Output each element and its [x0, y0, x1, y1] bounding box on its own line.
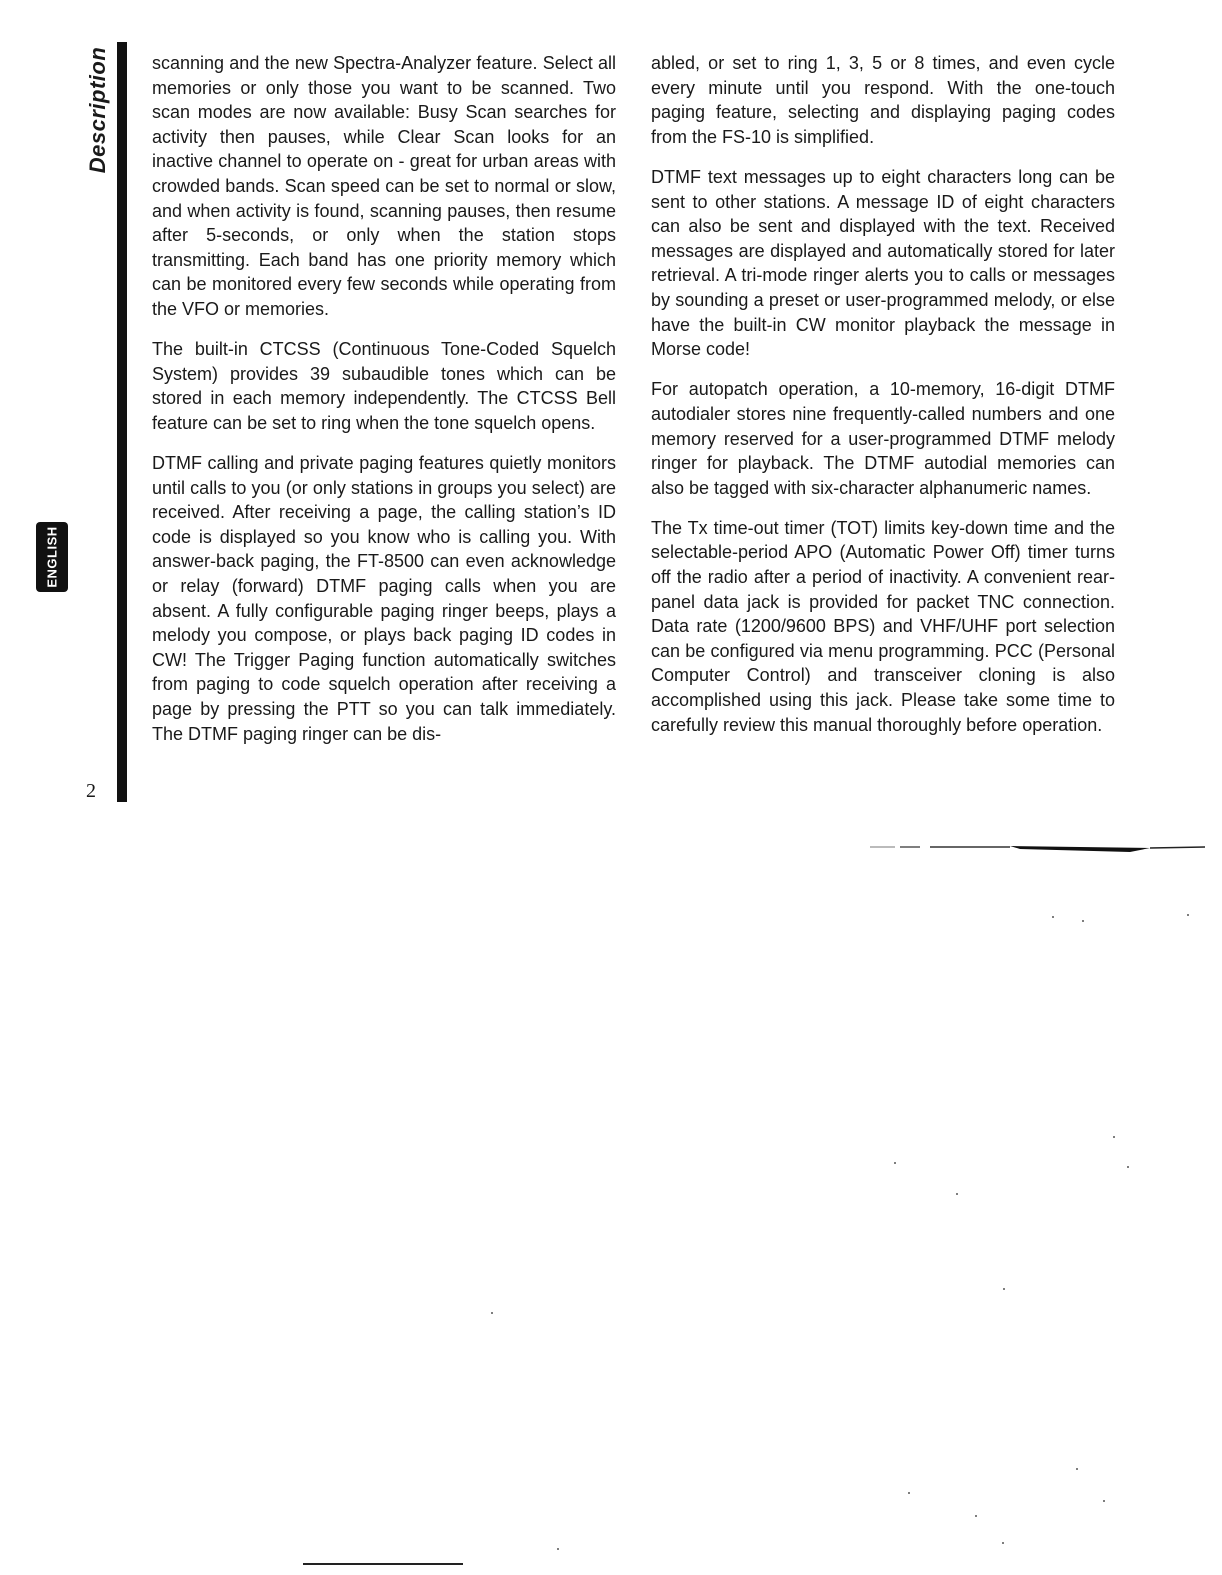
paragraph-paging-ringer: abled, or set to ring 1, 3, 5 or 8 times, and even cycle every minute until you respond. With the one-touch paging feature, selecting and displaying paging codes from the FS-10 is simplified. — [651, 53, 1115, 147]
left-column — [152, 51, 616, 762]
language-badge-text: ENGLISH — [44, 526, 60, 588]
scan-speck — [1103, 1500, 1105, 1502]
scan-speck — [1187, 914, 1189, 916]
scan-artifact-line — [303, 1563, 463, 1565]
section-label-text: Description — [85, 46, 110, 174]
paragraph-timers-data-jack: The Tx time-out timer (TOT) limits key-down time and the selectable-period APO (Automatic Power Off) timer turns off the radio after a period of inactivity. A convenient rear-panel data jack is provided for packet TNC connection. Data rate (1200/9600 BPS) and VHF/UHF port selection can be configured via menu programming. PCC (Personal Computer Control) and transceiver cloning is also accomplished using this jack. Please take some time to carefully review this manual thoroughly before operation. — [651, 517, 1115, 735]
paragraph-dtmf-paging: DTMF calling and private paging features quietly monitors until calls to you (or only stations in groups you select) are received. After receiving a page, the calling station’s ID code is displayed so you know who is calling you. With answer-back paging, the FT-8500 can even acknowledge or relay (forward) DTMF paging calls when you are absent. A fully configurable paging ringer beeps, plays a melody you compose, or plays back paging ID codes in CW! The Trigger Paging function automatically switches from paging to code squelch operation after receiving a page by pressing the PTT so you can talk immediately. The DTMF paging ringer can be dis- — [152, 453, 616, 744]
scan-artifact-stroke — [870, 843, 1205, 855]
paragraph-autopatch: For autopatch operation, a 10-memory, 16-digit DTMF autodialer stores nine frequently-called numbers and one memory reserved for a user-programmed DTMF melody ringer for playback. The DTMF autodial memories can also be tagged with six-character alphanumeric names. — [651, 379, 1115, 498]
paragraph-dtmf-text: DTMF text messages up to eight characters long can be sent to other stations. A message ID of eight characters can also be sent and displayed with the text. Received messages are displayed and automatically stored for later retrieval. A tri-mode ringer alerts you to calls or messages by sounding a preset or user-programmed melody, or else have the built-in CW monitor playback the message in Morse code! — [651, 166, 1115, 360]
scan-speck — [1113, 1136, 1115, 1138]
scan-speck — [956, 1193, 958, 1195]
margin-rule — [117, 42, 127, 802]
page-number: 2 — [86, 780, 96, 802]
scan-speck — [491, 1312, 493, 1314]
language-badge — [36, 522, 68, 592]
scan-speck — [1002, 1542, 1004, 1544]
scan-speck — [975, 1515, 977, 1517]
scan-speck — [1082, 920, 1084, 922]
scan-speck — [1076, 1468, 1078, 1470]
scan-speck — [1003, 1288, 1005, 1290]
section-label — [86, 40, 110, 180]
right-column — [651, 51, 1115, 753]
scan-speck — [1052, 916, 1054, 918]
paragraph-ctcss: The built-in CTCSS (Continuous Tone-Coded Squelch System) provides 39 subaudible tones which can be stored in each memory independently. The CTCSS Bell feature can be set to ring when the tone squelch opens. — [152, 339, 616, 433]
scan-speck — [894, 1162, 896, 1164]
paragraph-scanning: scanning and the new Spectra-Analyzer feature. Select all memories or only those you want to be scanned. Two scan modes are now available: Busy Scan searches for activity then pauses, while Clear Scan looks for an inactive channel to operate on - great for urban areas with crowded bands. Scan speed can be set to normal or slow, and when activity is found, scanning pauses, then resume after 5-seconds, or only when the station stops transmitting. Each band has one priority memory which can be monitored every few seconds while operating from the VFO or memories. — [152, 53, 616, 319]
scan-speck — [908, 1492, 910, 1494]
scan-speck — [1127, 1166, 1129, 1168]
scan-speck — [557, 1548, 559, 1550]
